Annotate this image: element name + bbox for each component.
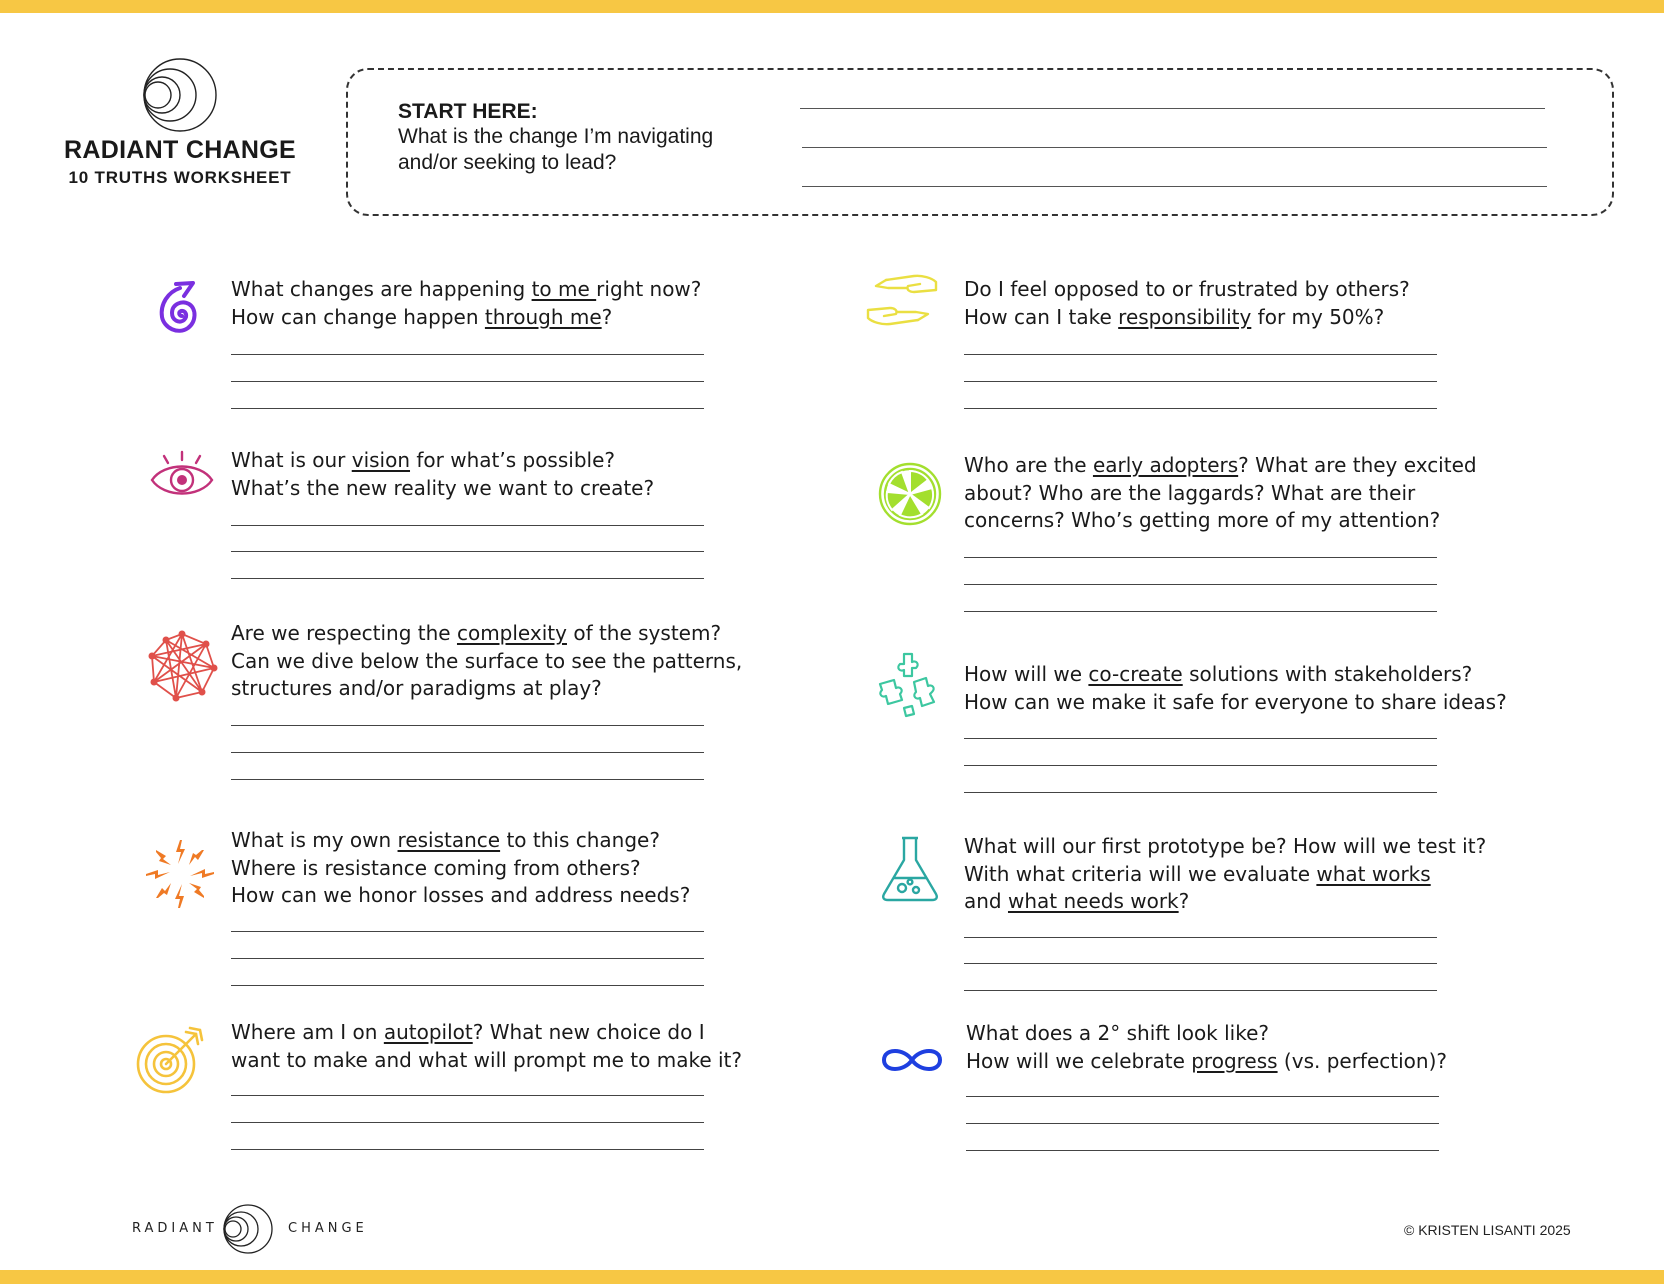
question-text: How can change happen	[231, 304, 485, 329]
question-1	[231, 276, 701, 331]
answer-line[interactable]	[964, 937, 1437, 938]
question-text: ?	[601, 304, 613, 329]
answer-line[interactable]	[966, 1150, 1439, 1151]
question-10	[966, 1020, 1447, 1075]
key-term: through me	[484, 304, 602, 329]
question-9	[964, 833, 1486, 916]
answer-line[interactable]	[964, 381, 1437, 382]
question-text: to this change?	[500, 828, 660, 852]
answer-line[interactable]	[964, 611, 1437, 612]
answer-line[interactable]	[231, 958, 704, 959]
question-text: What is my own	[231, 828, 398, 852]
start-here-label: START HERE:	[398, 100, 538, 123]
answer-line[interactable]	[231, 551, 704, 552]
answer-line[interactable]	[966, 1123, 1439, 1124]
infinity-icon	[876, 1024, 948, 1096]
question-text: Where is resistance coming from others?	[231, 855, 641, 880]
citrus-slice-icon	[874, 458, 946, 530]
key-term: complexity	[456, 621, 567, 645]
question-text: How can we honor losses and address needs?	[231, 883, 691, 907]
question-text: about? Who are the laggards? What are their	[964, 480, 1416, 505]
question-text: With what criteria will we evaluate	[964, 861, 1317, 886]
top-accent-bar	[0, 0, 1664, 13]
answer-line[interactable]	[802, 147, 1547, 148]
question-text: for my 50%?	[1251, 304, 1385, 329]
concentric-circles-icon	[140, 55, 220, 135]
key-term: autopilot	[383, 1020, 473, 1044]
key-term: progress	[1191, 1048, 1278, 1073]
concentric-circles-icon	[222, 1203, 274, 1255]
question-text: ?	[1178, 889, 1190, 913]
question-7	[964, 452, 1477, 535]
question-text: solutions with stakeholders?	[1182, 662, 1473, 686]
eye-icon	[146, 444, 218, 516]
question-5	[231, 1019, 742, 1074]
question-text: ? What new choice do I	[472, 1020, 705, 1044]
question-6	[964, 276, 1410, 331]
question-text: What is our	[231, 448, 352, 472]
bottom-accent-bar	[0, 1270, 1664, 1284]
key-term: responsibility	[1118, 304, 1252, 329]
copyright: © KRISTEN LISANTI 2025	[1404, 1222, 1571, 1238]
question-text: right now?	[596, 277, 702, 301]
puzzle-icon	[874, 648, 946, 720]
answer-line[interactable]	[964, 963, 1437, 964]
start-here-box	[346, 68, 1614, 216]
question-text: structures and/or paradigms at play?	[231, 676, 602, 700]
question-text: How will we celebrate	[966, 1048, 1192, 1073]
footer-brand-right: CHANGE	[288, 1221, 368, 1236]
spiral-arrow-icon	[146, 274, 218, 346]
flask-icon	[874, 832, 946, 904]
target-arrow-icon	[134, 1024, 206, 1096]
question-text: How can I take	[964, 304, 1119, 329]
answer-line[interactable]	[964, 990, 1437, 991]
answer-line[interactable]	[800, 108, 1545, 109]
question-text: (vs. perfection)?	[1277, 1048, 1448, 1073]
answer-line[interactable]	[231, 752, 704, 753]
question-text: and	[964, 889, 1008, 913]
network-icon	[146, 630, 218, 702]
key-term: what works	[1316, 861, 1431, 886]
key-term: what needs work	[1007, 889, 1179, 913]
question-text: What will our first prototype be? How will we test it?	[964, 834, 1487, 858]
answer-line[interactable]	[231, 408, 704, 409]
answer-line[interactable]	[231, 725, 704, 726]
answer-line[interactable]	[966, 1096, 1439, 1097]
answer-line[interactable]	[231, 381, 704, 382]
answer-line[interactable]	[964, 584, 1437, 585]
answer-line[interactable]	[964, 765, 1437, 766]
answer-line[interactable]	[231, 931, 704, 932]
question-text: Who are the	[964, 453, 1093, 477]
answer-line[interactable]	[231, 1122, 704, 1123]
question-text: What does a 2° shift look like?	[966, 1021, 1270, 1045]
key-term: early adopters	[1092, 453, 1239, 477]
question-text: What’s the new reality we want to create?	[231, 475, 655, 500]
lightning-burst-icon	[144, 838, 216, 910]
start-here-question: What is the change I’m navigating and/or seeking to lead?	[398, 125, 714, 174]
answer-line[interactable]	[964, 557, 1437, 558]
key-term: to me	[531, 277, 597, 301]
answer-line[interactable]	[964, 408, 1437, 409]
answer-line[interactable]	[231, 525, 704, 526]
worksheet-title: RADIANT CHANGE	[64, 136, 296, 164]
answer-line[interactable]	[964, 738, 1437, 739]
answer-line[interactable]	[231, 985, 704, 986]
footer-brand-left: RADIANT	[132, 1221, 218, 1236]
question-text: Are we respecting the	[231, 621, 457, 645]
question-text: What changes are happening	[231, 277, 532, 301]
key-term: resistance	[397, 828, 501, 852]
question-text: want to make and what will prompt me to make it?	[231, 1047, 743, 1072]
question-text: How can we make it safe for everyone to share ideas?	[964, 689, 1507, 714]
question-8	[964, 661, 1507, 716]
open-hands-icon	[866, 266, 938, 338]
answer-line[interactable]	[964, 792, 1437, 793]
question-text: Where am I on	[231, 1020, 384, 1044]
key-term: co-create	[1088, 662, 1183, 686]
question-text: How will we	[964, 662, 1089, 686]
question-3	[231, 620, 742, 703]
question-text: Do I feel opposed to or frustrated by others?	[964, 277, 1410, 301]
key-term: vision	[351, 448, 411, 472]
question-2	[231, 447, 654, 502]
worksheet-subtitle: 10 TRUTHS WORKSHEET	[68, 168, 292, 187]
question-text: ? What are they excited	[1238, 453, 1477, 477]
answer-line[interactable]	[231, 1149, 704, 1150]
answer-line[interactable]	[231, 1095, 704, 1096]
answer-line[interactable]	[802, 186, 1547, 187]
question-text: for what’s possible?	[410, 448, 615, 472]
question-text: concerns? Who’s getting more of my attention?	[964, 508, 1441, 532]
answer-line[interactable]	[231, 354, 704, 355]
question-4	[231, 827, 690, 910]
answer-line[interactable]	[231, 578, 704, 579]
answer-line[interactable]	[231, 779, 704, 780]
question-text: Can we dive below the surface to see the patterns,	[231, 648, 743, 673]
question-text: of the system?	[566, 621, 722, 645]
answer-line[interactable]	[964, 354, 1437, 355]
